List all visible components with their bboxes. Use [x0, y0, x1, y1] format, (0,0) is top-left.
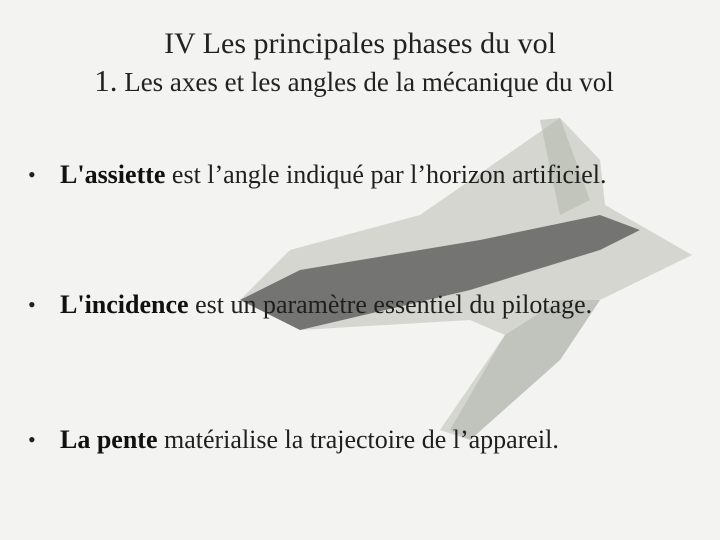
bullet-item-assiette [28, 158, 712, 191]
bullet-term: La pente [60, 425, 158, 454]
bullet-text: est un paramètre essentiel du pilotage. [188, 290, 593, 319]
bullet-dot-icon: • [28, 427, 36, 452]
bullet-term: L'incidence [60, 290, 189, 319]
bullet-text: est l’angle indiqué par l’horizon artificiel. [165, 160, 607, 189]
title-line-1: IV Les principales phases du vol [164, 27, 556, 60]
bullet-term: L'assiette [60, 160, 166, 189]
section-number: 1. [94, 63, 118, 98]
title-line-2 [0, 64, 720, 99]
bullet-text: matérialise la trajectoire de l’appareil. [157, 425, 559, 454]
bullet-item-incidence [28, 288, 712, 321]
bullet-dot-icon: • [28, 292, 36, 317]
bullet-item-pente [28, 423, 712, 456]
slide-title [0, 26, 720, 99]
bullet-dot-icon: • [28, 162, 36, 187]
section-heading: Les axes et les angles de la mécanique du vol [117, 67, 614, 97]
